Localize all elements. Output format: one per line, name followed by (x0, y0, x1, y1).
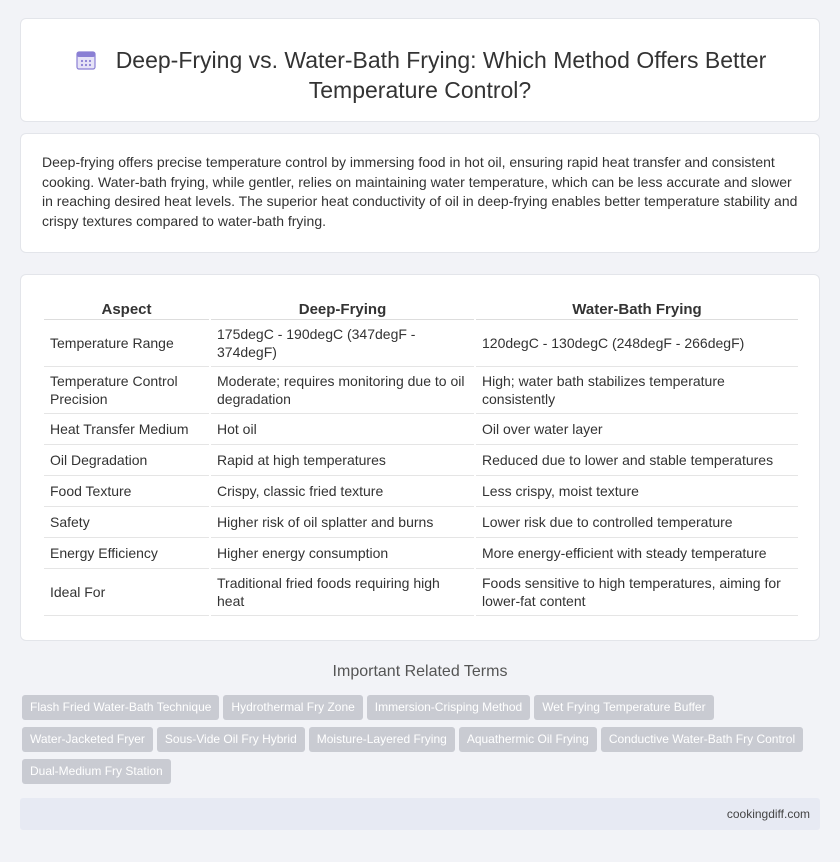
table-cell: Moderate; requires monitoring due to oil degradation (211, 367, 474, 414)
related-terms-list (22, 695, 822, 791)
table-cell: Heat Transfer Medium (44, 414, 209, 445)
related-term-tag[interactable]: Conductive Water-Bath Fry Control (601, 727, 803, 752)
related-term-tag[interactable]: Aquathermic Oil Frying (459, 727, 597, 752)
column-header-deep-frying: Deep-Frying (211, 296, 474, 320)
table-row (44, 414, 798, 445)
table-cell: 175degC - 190degC (347degF - 374degF) (211, 320, 474, 367)
related-term-tag[interactable]: Hydrothermal Fry Zone (223, 695, 362, 720)
table-row (44, 476, 798, 507)
calendar-icon (74, 48, 98, 72)
related-terms-heading: Important Related Terms (332, 663, 508, 680)
related-term-tag[interactable]: Dual-Medium Fry Station (22, 759, 171, 784)
title-card (20, 18, 820, 122)
table-cell: More energy-efficient with steady temperature (476, 538, 798, 569)
table-cell: Temperature Range (44, 320, 209, 367)
table-row (44, 445, 798, 476)
table-row (44, 367, 798, 414)
footer-site-link[interactable]: cookingdiff.com (726, 807, 810, 821)
table-cell: Traditional fried foods requiring high heat (211, 569, 474, 616)
table-cell: Less crispy, moist texture (476, 476, 798, 507)
related-term-tag[interactable]: Water-Jacketed Fryer (22, 727, 153, 752)
comparison-table (42, 296, 800, 616)
table-cell: 120degC - 130degC (248degF - 266degF) (476, 320, 798, 367)
table-row (44, 320, 798, 367)
table-cell: Higher risk of oil splatter and burns (211, 507, 474, 538)
table-cell: Safety (44, 507, 209, 538)
related-term-tag[interactable]: Flash Fried Water-Bath Technique (22, 695, 219, 720)
table-cell: High; water bath stabilizes temperature consistently (476, 367, 798, 414)
table-cell: Oil Degradation (44, 445, 209, 476)
related-term-tag[interactable]: Sous-Vide Oil Fry Hybrid (157, 727, 305, 752)
table-cell: Lower risk due to controlled temperature (476, 507, 798, 538)
page-title-wrapper (21, 45, 819, 105)
column-header-aspect: Aspect (44, 296, 209, 320)
related-term-tag[interactable]: Immersion-Crisping Method (367, 695, 530, 720)
table-cell: Oil over water layer (476, 414, 798, 445)
table-row (44, 507, 798, 538)
table-cell: Temperature Control Precision (44, 367, 209, 414)
table-cell: Rapid at high temperatures (211, 445, 474, 476)
footer (20, 798, 820, 830)
related-term-tag[interactable]: Moisture-Layered Frying (309, 727, 455, 752)
table-cell: Higher energy consumption (211, 538, 474, 569)
table-row (44, 569, 798, 616)
table-cell: Crispy, classic fried texture (211, 476, 474, 507)
table-cell: Energy Efficiency (44, 538, 209, 569)
table-cell: Reduced due to lower and stable temperatures (476, 445, 798, 476)
table-row (44, 538, 798, 569)
intro-card (20, 133, 820, 253)
column-header-water-bath-frying: Water-Bath Frying (476, 296, 798, 320)
comparison-card (20, 274, 820, 641)
table-cell: Food Texture (44, 476, 209, 507)
intro-paragraph: Deep-frying offers precise temperature control by immersing food in hot oil, ensuring rapid heat transfer and consistent cooking. Water-bath frying, while gentler, relies on maintaining water temperature, which can be less accurate and slower in reaching desired heat levels. The superior heat conductivity of oil in deep-frying enables better temperature stability and crispy textures compared to water-bath frying. (42, 154, 798, 229)
table-cell: Hot oil (211, 414, 474, 445)
table-cell: Ideal For (44, 569, 209, 616)
table-cell: Foods sensitive to high temperatures, aiming for lower-fat content (476, 569, 798, 616)
related-term-tag[interactable]: Wet Frying Temperature Buffer (534, 695, 713, 720)
page-title: Deep-Frying vs. Water-Bath Frying: Which Method Offers Better Temperature Control? (115, 47, 767, 103)
